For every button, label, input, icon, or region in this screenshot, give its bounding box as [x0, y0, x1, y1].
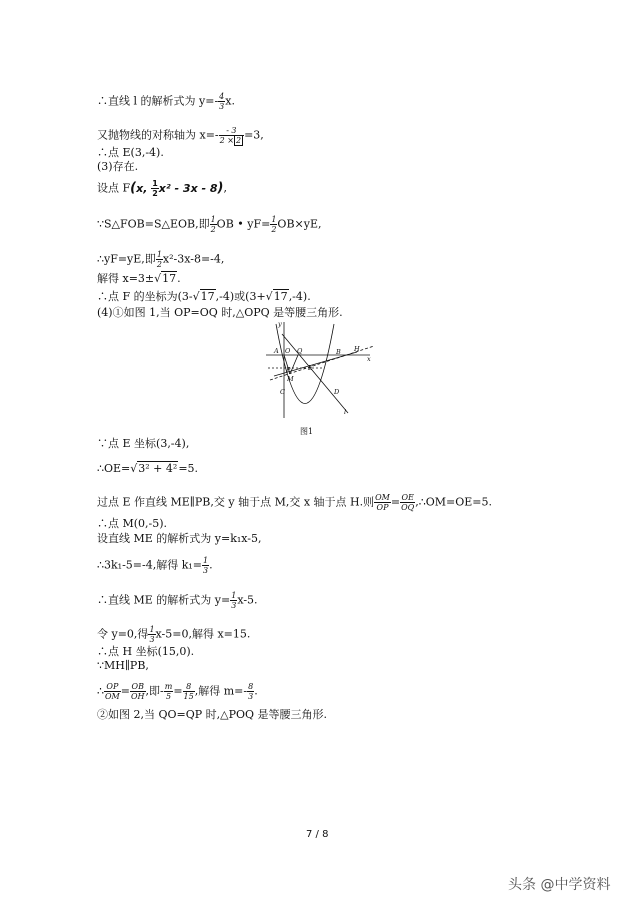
figure-1-diagram — [262, 318, 378, 428]
label-p: P — [286, 366, 291, 374]
line-point-e: ∴点 E(3,-4). — [97, 146, 164, 159]
label-y: y — [278, 320, 282, 328]
label-e: E — [308, 364, 313, 372]
line-yf-ye: ∴yF=yE,即 $\frac{1}{2}$ x²-3x-8=-4, — [97, 250, 225, 269]
line-oe-length: ∴OE=√3² + 4²=5. — [97, 462, 199, 475]
line-part-3: (3)存在. — [97, 160, 139, 173]
line-axis-of-symmetry: 又抛物线的对称轴为 x=- $\frac{- 3}{2 \times 2}$ =3, — [97, 126, 264, 145]
line-area-equation: ∵S△FOB=S△EOB,即 $\frac{1}{2}$ OB • yF= $\frac{1}{2}$ OB×yE, — [97, 215, 322, 234]
line-pq — [290, 355, 298, 374]
line-f-coordinates: ∴点 F 的坐标为(3-√17,-4)或(3+√17,-4). — [97, 290, 311, 303]
fraction-axis: $\frac{- 3}{2 \times 2}$ — [219, 126, 244, 145]
figure-1-caption: 图1 — [300, 427, 314, 436]
line-e-coordinate: ∵点 E 坐标(3,-4), — [97, 437, 190, 450]
point-f-expression: x, $\frac{1}{2}$ x² - 3x - 8 — [136, 179, 218, 198]
label-a: A — [274, 347, 279, 355]
line-solve-k1: ∴3k₁-5=-4,解得 k₁= $\frac{1}{3}$ . — [97, 556, 213, 575]
line-l — [282, 334, 348, 413]
label-x: x — [367, 355, 371, 363]
fraction-4-3: $\frac{4}{3}$ — [219, 92, 225, 111]
label-h: H — [354, 345, 360, 353]
line-part-4-case-2: ②如图 2,当 QO=QP 时,△POQ 是等腰三角形. — [97, 708, 328, 721]
line-solution-l: ∴直线 l 的解析式为 y=- $\frac{4}{3}$ x. — [97, 92, 235, 111]
line-me-form: 设直线 ME 的解析式为 y=k₁x-5, — [97, 532, 262, 545]
page-number: 7 / 8 — [306, 829, 329, 840]
label-q: Q — [297, 347, 303, 355]
line-point-h: ∴点 H 坐标(15,0). — [97, 645, 195, 658]
label-m: M — [287, 375, 294, 383]
label-o: O — [285, 347, 291, 355]
line-solve-m: ∴ $\frac{OP}{OM}$ = $\frac{OB}{OH}$ ,即- $\frac{m}{5}$ = $\frac{8}{15}$ ,解得 m=- $\frac{8}{3}$ . — [97, 682, 258, 701]
line-point-m: ∴点 M(0,-5). — [97, 517, 168, 530]
line-mh-parallel: ∵MH∥PB, — [97, 659, 149, 672]
line-set-point-f: 设点 F(x, $\frac{1}{2}$ x² - 3x - 8), — [97, 179, 227, 198]
line-part-4-case-1: (4)①如图 1,当 OP=OQ 时,△OPQ 是等腰三角形. — [97, 306, 343, 319]
line-me-equation: ∴直线 ME 的解析式为 y= $\frac{1}{3}$ x-5. — [97, 591, 258, 610]
line-y-zero: 令 y=0,得 $\frac{1}{3}$ x-5=0,解得 x=15. — [97, 625, 251, 644]
label-line-l: l — [344, 408, 347, 416]
watermark: 头条 @中学资料 — [508, 877, 611, 893]
label-d: D — [334, 388, 340, 396]
line-me-parallel: 过点 E 作直线 ME∥PB,交 y 轴于点 M,交 x 轴于点 H.则 $\frac{OM}{OP}$ = $\frac{OE}{OQ}$ ,∴OM=OE=5. — [97, 493, 492, 512]
label-c: C — [280, 388, 285, 396]
label-b: B — [336, 348, 341, 356]
line-solve-x: 解得 x=3±√17. — [97, 272, 181, 285]
